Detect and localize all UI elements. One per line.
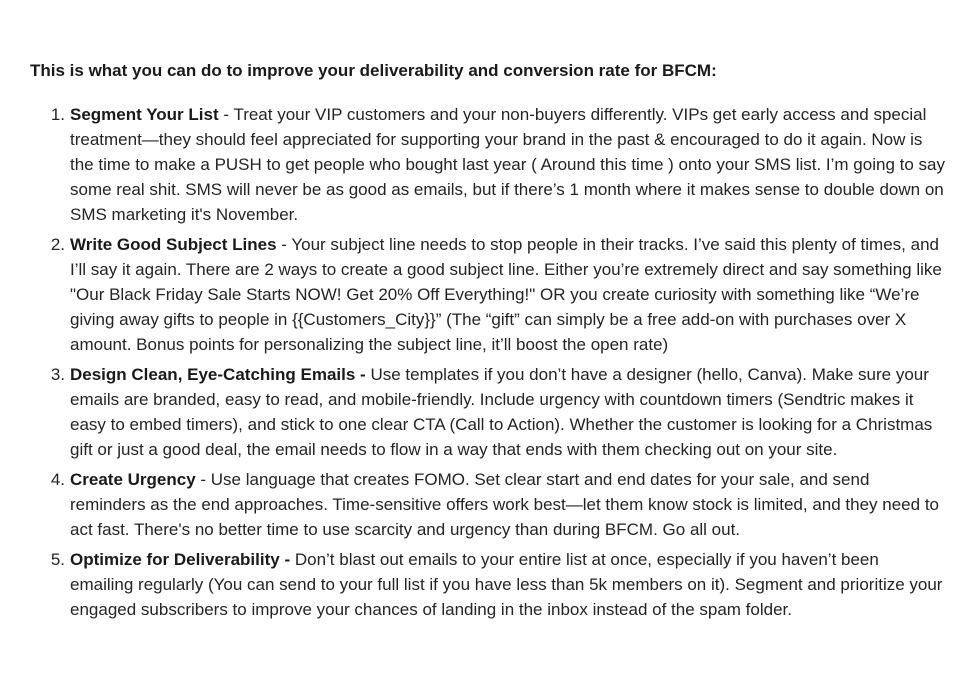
list-item-title: Write Good Subject Lines	[70, 235, 277, 254]
tips-list	[30, 102, 945, 622]
list-item-number: 2.	[50, 235, 65, 254]
list-item-body: Don’t blast out emails to your entire list at once, especially if you haven’t been emailing regularly (You can send to your full list if you have less than 5k members on it). Segment and prioritize your engaged subscribers to improve your chances of landing in the inbox instead of the spam folder.	[70, 550, 943, 619]
list-item-optimize-deliverability	[30, 547, 945, 622]
list-item-create-urgency	[30, 467, 945, 542]
list-item-separator: -	[195, 470, 211, 489]
list-item-design-clean-emails	[30, 362, 945, 462]
list-item-number: 4.	[50, 470, 65, 489]
list-item-separator: -	[218, 105, 234, 124]
list-item-body: Treat your VIP customers and your non-buyers differently. VIPs get early access and special treatment—they should feel appreciated for supporting your brand in the past & encouraged to do it again. Now is the time to make a PUSH to get people who bought last year ( Around this time ) onto your SMS list. I’m going to say some real shit. SMS will never be as good as emails, but if there’s 1 month where it makes sense to double down on SMS marketing it's November.	[70, 105, 945, 224]
list-item-title: Segment Your List	[70, 105, 219, 124]
list-item-title: Create Urgency	[70, 470, 196, 489]
list-item-body: Your subject line needs to stop people in their tracks. I’ve said this plenty of times, and I’ll say it again. There are 2 ways to create a good subject line. Either you’re extremely direct and say something like "Our Black Friday Sale Starts NOW! Get 20% Off Everything!" OR you create curiosity with something like “We’re giving away gifts to people in {{Customers_City}}” (The “gift” can simply be a free add-on with purchases over X amount. Bonus points for personalizing the subject line, it’ll boost the open rate)	[70, 235, 942, 354]
list-item-title: Optimize for Deliverability -	[70, 550, 291, 569]
list-item-write-good-subject-lines	[30, 232, 945, 357]
list-item-separator: -	[276, 235, 292, 254]
list-item-number: 3.	[50, 365, 65, 384]
list-item-number: 1.	[50, 105, 65, 124]
list-item-body: Use language that creates FOMO. Set clear start and end dates for your sale, and send reminders as the end approaches. Time-sensitive offers work best—let them know stock is limited, and they need to act fast. There's no better time to use scarcity and urgency than during BFCM. Go all out.	[70, 470, 939, 539]
intro-heading: This is what you can do to improve your deliverability and conversion rate for BFCM:	[30, 61, 717, 80]
list-item-title: Design Clean, Eye-Catching Emails -	[70, 365, 366, 384]
list-item-segment-your-list	[30, 102, 945, 227]
article-content	[30, 58, 945, 627]
list-item-number: 5.	[50, 550, 65, 569]
list-item-body: Use templates if you don’t have a designer (hello, Canva). Make sure your emails are branded, easy to read, and mobile-friendly. Include urgency with countdown timers (Sendtric makes it easy to embed timers), and stick to one clear CTA (Call to Action). Whether the customer is looking for a Christmas gift or just a good deal, the email needs to flow in a way that ends with them checking out on your site.	[70, 365, 933, 459]
